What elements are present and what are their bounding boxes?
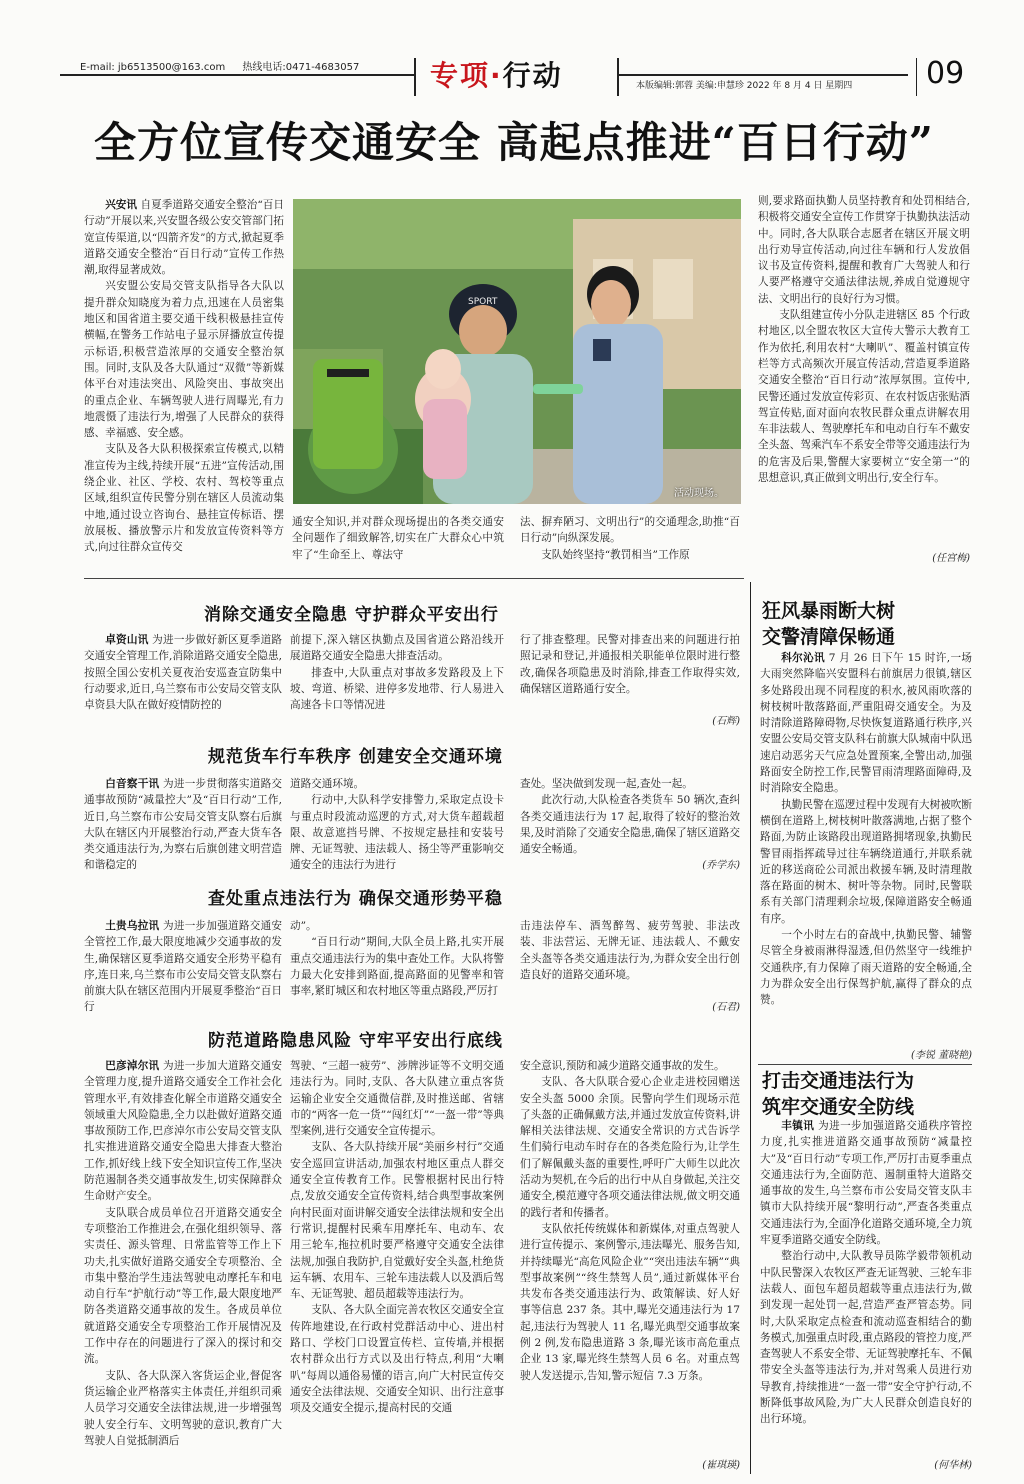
a3-c3b: 此次行动,大队检查各类货车 50 辆次,查纠各类交通违法行为 17 起,取得了较好的整治效果,及时消除了交通安全隐患,确保了辖区道路交通安全畅通。 xyxy=(520,794,740,856)
a4-c3: 击违法停车、酒驾醉驾、疲劳驾驶、非法改装、非法营运、无牌无证、违法载人、不戴安全头盔等各类交通违法行为,为群众安全出行创造良好的道路交通环境。 xyxy=(520,920,740,981)
a5-col2 xyxy=(290,1058,504,1474)
header-rule-right xyxy=(618,74,908,76)
a2-byline: (石辉) xyxy=(712,716,740,727)
lead-article-col1 xyxy=(84,197,284,568)
a2-c2: 前提下,深入辖区执勤点及国省道公路沿线开展道路交通安全隐患大排查活动。 xyxy=(290,634,504,663)
s1-title-line2: 交警清障保畅通 xyxy=(762,626,896,648)
a3-c3: 查处。坚决做到发现一起,查处一起。 xyxy=(520,778,693,790)
a2-col3 xyxy=(520,632,740,714)
main-headline: 全方位宣传交通安全 高起点推进“百日行动” xyxy=(94,118,934,167)
a5-c1c: 支队、各大队深入客货运企业,督促客货运输企业严格落实主体责任,并组织司乘人员学习交通安全法律法规,进一步增强驾驶人安全行车、文明驾驶的意识,教育广大驾驶人自觉抵制酒后 xyxy=(84,1369,282,1447)
a5-c2: 驾驶、“三超一疲劳”、涉牌涉证等不文明交通违法行为。同时,支队、各大队建立重点客货运输企业安全交通微信群,及时推送邮、省辖市的“两客一危一货”“闯红灯”“一盔一带”等典型案例,进行交通安全宣传提示。 xyxy=(290,1060,504,1138)
section-title-dot: · xyxy=(490,59,503,92)
lead-article-p4: 法、摒弃陋习、文明出行”的交通理念,助推“百日行动”向纵深发展。 xyxy=(520,516,740,545)
a4-c1: 为进一步加强道路交通安全管控工作,最大限度地减少交通事故的发生,确保辖区夏季道路交通安全形势平稳有序,连日来,乌兰察布市公安局交管支队察右前旗大队在辖区范围内开展夏季整治“百日行 xyxy=(84,920,282,1014)
lead-article-p2: 兴安盟公安局交管支队指导各大队以提升群众知晓度为着力点,迅速在人员密集地区和国省道主要交通干线积极悬挂宣传横幅,在警务工作站电子显示屏播放宣传提示标语,积极营造浓厚的交通安全整治氛围。同时,支队及各大队通过“双微”等新媒体平台对违法突出、风险突出、事故突出的重点企业、车辆驾驶人进行周曝光,有力地震慑了违法行为,增强了人民群众的获得感、幸福感、安全感。 xyxy=(84,280,284,440)
lead-article-p5: 支队始终坚持“教罚相当”工作原 xyxy=(541,548,690,561)
divider-sidebar xyxy=(758,1064,972,1065)
a5-title: 防范道路隐患风险 守牢平安出行底线 xyxy=(208,1031,503,1051)
a5-col3 xyxy=(520,1058,740,1458)
s1-title-line1: 狂风暴雨断大树 xyxy=(762,600,896,622)
a2-title: 消除交通安全隐患 守护群众平安出行 xyxy=(204,605,499,625)
a4-c2b: “百日行动”期间,大队全员上路,扎实开展重点交通违法行为的集中查处工作。大队将警力最大化安排到路面,提高路面的见警率和管事率,紧盯城区和农村地区等重点路段,严厉打 xyxy=(290,936,504,998)
a4-byline: (石君) xyxy=(712,1002,740,1013)
s2-body xyxy=(760,1118,972,1458)
s1-dateline: 科尔沁讯 xyxy=(781,652,825,664)
s2-title-line2: 筑牢交通安全防线 xyxy=(762,1096,915,1118)
s2-title xyxy=(762,1068,914,1120)
page-number: 09 xyxy=(926,56,965,91)
a5-col1 xyxy=(84,1058,282,1474)
s1-body xyxy=(760,650,972,1048)
header-divider-left xyxy=(414,58,416,96)
divider-1 xyxy=(84,578,744,579)
a4-col3 xyxy=(520,918,740,1002)
s2-byline: (何华林) xyxy=(934,1460,972,1471)
a5-c2c: 支队、各大队全面完善农牧区交通安全宣传阵地建设,在行政村党群活动中心、进出村路口、学校门口设置宣传栏、宣传墙,并根据农村群众出行方式以及出行特点,利用“大喇叭”每周以通俗易懂的语言,向广大村民宣传交通安全法律法规、交通安全知识、出行注意事项及交通安全提示,提高村民的交通 xyxy=(290,1304,504,1415)
lead-article-p3: 支队及各大队积极探索宣传模式,以精准宣传为主线,持续开展“五进”宣传活动,围绕企业、社区、学校、农村、驾校等重点区域,组织宣传民警分别在辖区人员流动集中地,通过设立咨询台、悬挂宣传标语、摆放展板、播放警示片和发放宣传资料等方式,向过往群众宣传交 xyxy=(84,443,284,554)
lead-article-col4 xyxy=(758,193,970,548)
lead-article-dateline: 兴安讯 xyxy=(105,199,138,211)
a5-dateline: 巴彦淖尔讯 xyxy=(105,1060,160,1072)
s1-p1: 7 月 26 日下午 15 时许,一场大雨突然降临兴安盟科右前旗居力很镇,辖区多处路段出现不同程度的积水,被风雨吹落的树枝树叶散落路面,严重阻碍交通安全。为及时清除道路障碍物,尽快恢复道路通行秩序,兴安盟公安局交管支队科右前旗大队城南中队迅速启动恶劣天气应急处置预案,全警出动,加强路面安全防控工作,民警冒雨清理路面障碍,及时消除安全隐患。 xyxy=(760,652,972,795)
a3-col1 xyxy=(84,776,282,876)
a5-byline: (崔琪瑛) xyxy=(702,1460,740,1471)
header-rule-left xyxy=(60,74,415,76)
lead-article-col3 xyxy=(520,514,740,568)
a5-c1: 为进一步加大道路交通安全管理力度,提升道路交通安全工作社会化管理水平,有效排查化解全市道路交通安全领域重大风险隐患,全力以赴做好道路交通事故预防工作,巴彦淖尔市公安局交管支队扎实推进道路交通安全隐患大排查大整治工作,抓好线上线下安全知识宣传工作,坚决防范遏制各类交通事故发生,切实保障群众生命财产安全。 xyxy=(84,1060,282,1203)
s2-p1: 为进一步加强道路交通秩序管控力度,扎实推进道路交通事故预防“减量控大”及“百日行动”专项工作,严厉打击夏季重点交通违法行为,全面防范、遏制重特大道路交通事故的发生,乌兰察布市公安局交管支队丰镇市大队持续开展“黎明行动”,严查各类重点交通违法行为,全面净化道路交通环境,全力筑牢夏季道路交通安全防线。 xyxy=(760,1120,972,1247)
section-title-red: 专项 xyxy=(430,59,491,92)
a2-c3: 行了排查整理。民警对排查出来的问题进行拍照记录和登记,并通报相关职能单位限时进行整改,确保各项隐患及时消除,排查工作取得实效,确保辖区道路通行安全。 xyxy=(520,634,740,695)
a3-dateline: 白音察干讯 xyxy=(105,778,160,790)
a5-c3b: 支队、各大队联合爱心企业走进校园赠送安全头盔 5000 余顶。民警向学生们现场示范了头盔的正确佩戴方法,并通过发放宣传资料,讲解相关法律法规、交通安全常识的方式告诉学生们骑行电动车时存在的各类危险行为,让学生们了解佩戴头盔的重要性,呼吁广大师生以此次活动为契机,在今后的出行中从自身做起,关注交通安全,模范遵守各项交通法律法规,做文明交通的践行者和传播者。 xyxy=(520,1076,740,1219)
a3-c2: 道路交通环境。 xyxy=(290,778,365,790)
a5-c2b: 支队、各大队持续开展“美丽乡村行”交通安全巡回宣讲活动,加强农村地区重点人群交通安全宣传教育工作。民警根据村民出行特点,发放交通安全宣传资料,结合典型事故案例向村民面对面讲解交通安全法律法规和安全出行常识,提醒村民乘车用摩托车、电动车、农用三轮车,拖拉机时要严格遵守交通安全法律法规,加强自我防护,自觉戴好安全头盔,杜绝货运车辆、农用车、三轮车违法载人以及酒后驾车、无证驾驶、超员超载等违法行为。 xyxy=(290,1141,504,1301)
lead-article-byline: (任宫梅) xyxy=(932,553,970,564)
column-divider xyxy=(750,582,751,1474)
lead-photo xyxy=(293,199,741,504)
a2-c2b: 排查中,大队重点对事故多发路段及上下坡、弯道、桥梁、进停多发地带、行人易进入高速各卡口等情况进 xyxy=(290,666,504,712)
cap-text: SPORT xyxy=(468,297,498,307)
a2-dateline: 卓资山讯 xyxy=(105,634,149,646)
header-hotline: 热线电话:0471-4683057 xyxy=(242,62,360,73)
lead-article-p3-cont: 通安全知识,并对群众现场提出的各类交通安全问题作了细致解答,切实在广大群众心中筑牢了“生命至上、尊法守 xyxy=(292,516,504,561)
section-title-black: 行动 xyxy=(502,59,563,92)
s1-title xyxy=(762,598,895,650)
edition-info: 本版编辑:郭蓉 美编:申慧珍 2022 年 8 月 4 日 星期四 xyxy=(636,81,853,91)
s1-p3: 一个小时左右的奋战中,执勤民警、辅警尽管全身被雨淋得湿透,但仍然坚守一线维护交通秩序,有力保障了雨天道路的安全畅通,全力为群众安全出行保驾护航,赢得了群众的点赞。 xyxy=(760,929,972,1007)
a3-c1: 为进一步贯彻落实道路交通事故预防“减量控大”及“百日行动”工作,近日,乌兰察布市公安局交管支队察右后旗大队在辖区内开展整治行动,严查大货车各类交通违法行为,为察右后旗创建文明营造和谐稳定的 xyxy=(84,778,282,872)
lead-article-p1: 自夏季道路交通安全整治“百日行动”开展以来,兴安盟各级公安交管部门拓宽宣传渠道,以“四箭齐发”的方式,掀起夏季道路交通安全整治“百日行动”宣传工作热潮,取得显著成效。 xyxy=(84,199,284,277)
s2-dateline: 丰镇讯 xyxy=(781,1120,815,1132)
a3-byline: (乔学东) xyxy=(702,860,740,871)
a4-title: 查处重点违法行为 确保交通形势平稳 xyxy=(208,889,503,909)
lead-article-col2 xyxy=(292,514,504,568)
a5-c3c: 支队依托传统媒体和新媒体,对重点驾驶人进行宣传提示、案例警示,违法曝光、服务告知,并持续曝光“高危风险企业”“突出违法车辆”“典型事故案例”“终生禁驾人员”,通过新媒体平台共发布各类交通违法行为、政策解读、好人好事等信息 237 条。其中,曝光交通违法行为 17 起,违法行为驾驶人 11 名,曝光典型交通事故案例 2 例,发布隐患道路 3 条,曝光该市高危重点企业 13 家,曝光终生禁驾人员 6 名。对重点驾驶人发送提示,告知,警示短信 7.3 万条。 xyxy=(520,1222,740,1382)
section-title xyxy=(430,54,563,94)
a5-c3: 安全意识,预防和减少道路交通事故的发生。 xyxy=(520,1060,725,1072)
lead-photo-illustration xyxy=(293,199,741,504)
a4-dateline: 土贵乌拉讯 xyxy=(105,920,160,932)
a2-col2 xyxy=(290,632,504,730)
header-divider-page xyxy=(916,58,917,96)
header-divider-right xyxy=(617,58,619,96)
s1-p2: 执勤民警在巡逻过程中发现有大树被吹断横倒在道路上,树枝树叶散落满地,占据了整个路面,为防止该路段出现道路拥堵现象,执勤民警冒雨指挥疏导过往车辆绕道通行,并联系就近的移送商砼公司派出救援车辆,及时清理散落在路面的树木、树叶等杂物。同时,民警联系有关部门清理剩余垃圾,保障道路安全畅通有序。 xyxy=(760,798,972,925)
a5-c1b: 支队联合成员单位召开道路交通安全专项整治工作推进会,在强化组织领导、落实责任、源头管理、日常监管等工作上下功夫,扎实做好道路交通安全专项整治、全市集中整治学生违法驾驶电动摩托车和电动自行车“护航行动”等工作,最大限度地严防各类道路交通事故的发生。各成员单位就道路交通安全专项整治工作开展情况及工作中存在的问题进行了深入的探讨和交流。 xyxy=(84,1206,282,1366)
s1-byline: (李锐 董晓艳) xyxy=(911,1050,972,1061)
a3-col3 xyxy=(520,776,740,860)
a4-c2: 动”。 xyxy=(290,920,317,932)
lead-photo-caption: 活动现场。 xyxy=(674,488,724,499)
a3-col2 xyxy=(290,776,504,876)
lead-article-right-p2: 支队组建宣传小分队走进辖区 85 个行政村地区,以全盟农牧区大宣传大警示大教育工作为依托,利用农村“大喇叭”、覆盖村镇宣传栏等方式高频次开展宣传活动,营造夏季道路交通安全整治“百日行动”浓厚氛围。宣传中,民警还通过发放宣传彩页、在农村饭店张贴酒驾宣传贴,面对面向农牧民群众重点讲解农用车非法载人、驾驶摩托车和电动自行车不戴安全头盔、驾乘汽车不系安全带等交通违法行为的危害及后果,警醒大家要树立“安全第一”的思想意识,真正做到文明出行,安全行车。 xyxy=(758,309,970,485)
a2-col1 xyxy=(84,632,282,730)
a3-title: 规范货车行车秩序 创建安全交通环境 xyxy=(208,747,503,767)
a2-c1: 为进一步做好新区夏季道路交通安全管理工作,消除道路交通安全隐患,按照全国公安机关夏夜治安巡查宣防集中行动要求,近日,乌兰察布市公安局交管支队卓资县大队在做好疫情防控的 xyxy=(84,634,282,712)
lead-article-right-p1: 则,要求路面执勤人员坚持教育和处罚相结合,积极将交通安全宣传工作贯穿于执勤执法活动中。同时,各大队联合志愿者在辖区开展文明出行劝导宣传活动,向过往车辆和行人发放倡议书及宣传资料,提醒和教育广大驾驶人和行人要严格遵守交通法律法规,养成自觉遵规守法、文明出行的良好行为习惯。 xyxy=(758,195,970,305)
s2-title-line1: 打击交通违法行为 xyxy=(762,1070,915,1092)
header-email[interactable]: E-mail: jb6513500@163.com xyxy=(80,62,226,73)
header-contact xyxy=(80,58,373,73)
a4-col1 xyxy=(84,918,282,1018)
a3-c2b: 行动中,大队科学安排警力,采取定点设卡与重点时段流动巡逻的方式,对大货车超载超限、故意遮挡号牌、不按规定悬挂和安装号牌、无证驾驶、违法载人、扬尘等严重影响交通安全的违法行为进行 xyxy=(290,794,504,872)
a4-col2 xyxy=(290,918,504,1018)
s2-p2: 整治行动中,大队教导员陈学毅带领机动中队民警深入农牧区严查无证驾驶、三轮车非法载人、面包车超员超载等重点违法行为,做到发现一起处罚一起,营造严查严管态势。同时,大队采取定点检查和流动巡查相结合的勤务模式,加强重点时段,重点路段的管控力度,严查驾驶人不系安全带、无证驾驶摩托车、不佩带安全头盔等违法行为,并对驾乘人员进行劝导教育,持续推进“一盔一带”安全守护行动,不断降低事故风险,为广大人民群众创造良好的出行环境。 xyxy=(760,1250,972,1426)
